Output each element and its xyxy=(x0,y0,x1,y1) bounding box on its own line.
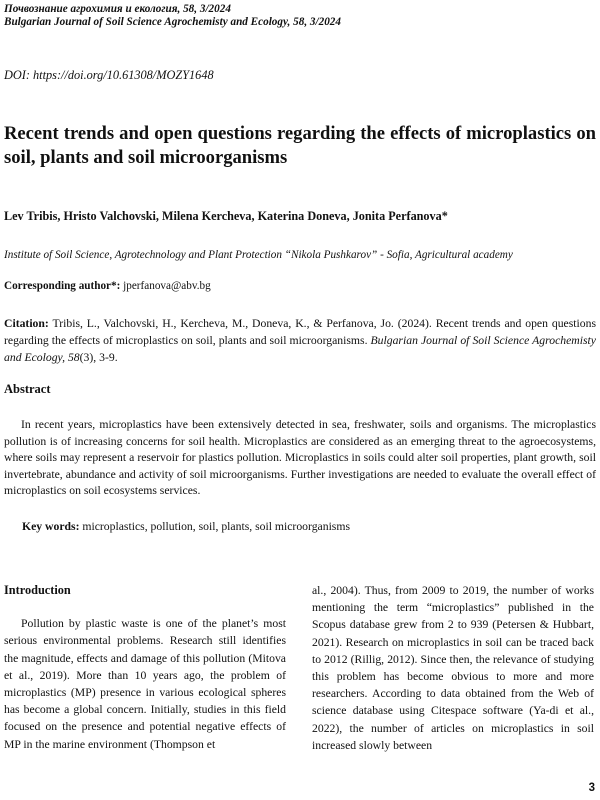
intro-right-column xyxy=(312,582,594,754)
citation-issue: (3), 3-9. xyxy=(79,351,118,364)
author-list: Lev Tribis, Hristo Valchovski, Milena Kercheva, Katerina Doneva, Jonita Perfanova* xyxy=(4,209,448,223)
keywords-label: Key words: xyxy=(22,520,80,533)
keywords-text: microplastics, pollution, soil, plants, soil microorganisms xyxy=(79,520,350,533)
corresponding-label: Corresponding author*: xyxy=(4,280,121,292)
citation-label: Citation: xyxy=(4,317,49,330)
page-number: 3 xyxy=(588,782,595,794)
keywords xyxy=(22,520,350,533)
introduction-heading: Introduction xyxy=(4,583,71,597)
paper-title: Recent trends and open questions regarding the effects of microplastics on soil, plants and soil microorganisms xyxy=(4,123,596,168)
corresponding-author xyxy=(4,280,211,292)
journal-header-bg: Почвознание агрохимия и екология, 58, 3/2024 xyxy=(4,3,231,15)
journal-header-en: Bulgarian Journal of Soil Science Agrochemisty and Ecology, 58, 3/2024 xyxy=(4,16,341,28)
abstract-text: In recent years, microplastics have been extensively detected in sea, freshwater, soils and organisms. The microplastics pollution is of increasing concerns for soil health. Microplastics are considered as an emerging threat to the agroecosystems, where soils may represent a reservoir for plastics pollution. Microplastics in soils could alter soil properties, plant growth, soil invertebrate, abundance and activity of soil microorganisms. Further investigations are needed to evaluate the overall effect of microplastics on soil ecosystems services. xyxy=(4,418,596,497)
affiliation: Institute of Soil Science, Agrotechnology and Plant Protection “Nikola Pushkarov” - Sofia, Agricultural academy xyxy=(4,249,513,261)
citation-text: Tribis, L., Valchovski, H., Kercheva, M., Doneva, K., & Perfanova, Jo. (2024). Recent trends and open questions regarding the effects of microplastics on soil, plants and soil microorganisms. xyxy=(4,317,596,347)
citation-journal: Bulgarian Journal of Soil Science Agrochemisty and Ecology, 58 xyxy=(4,334,596,364)
corresponding-email[interactable]: jperfanova@abv.bg xyxy=(120,280,211,292)
citation xyxy=(4,315,596,366)
doi-link[interactable]: DOI: https://doi.org/10.61308/MOZY1648 xyxy=(4,68,214,82)
intro-paragraph-left: Pollution by plastic waste is one of the planet’s most serious environmental problems. Research still identifies the magnitude, effects and damage of this pollution (Mitova et al., 2019). More than 10 years ago, the problem of microplastics (MP) presence in various ecological spheres has become a global concern. Initially, studies in this field focused on the presence and potential negative effects of MP in the marine environment (Thompson et xyxy=(4,617,286,751)
intro-paragraph-right: al., 2004). Thus, from 2009 to 2019, the number of works mentioning the term “microplastics” published in the Scopus database grew from 2 to 939 (Petersen & Hubbart, 2021). Research on microplastics in soil can be traced back to 2012 (Rillig, 2012). Since then, the relevance of studying this problem has become obvious to more and more researchers. According to data obtained from the Web of science database using Citespace software (Ya-di et al., 2022), the number of articles on microplastics in soil increased slowly between xyxy=(312,584,594,752)
intro-left-column xyxy=(4,582,286,753)
abstract-heading: Abstract xyxy=(4,382,51,396)
